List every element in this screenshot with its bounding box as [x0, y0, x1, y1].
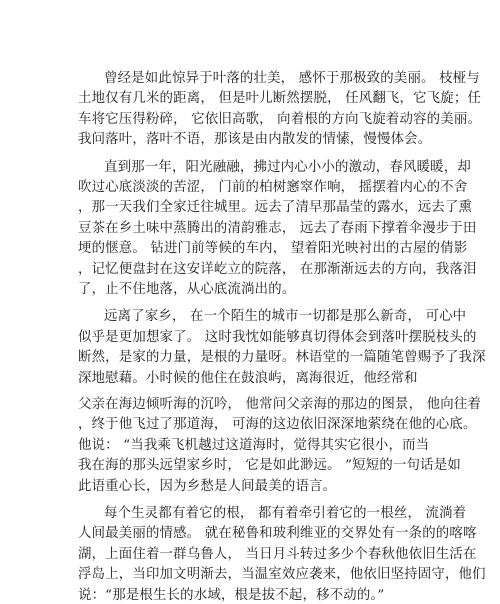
text-line: 豆茶在乡土味中蒸腾出的清韵雅志， 远去了春雨下撑着伞漫步于田 [78, 220, 477, 236]
text-line: 似乎是更加想家了。 这时我忱如能够真切得体会到落叶摆脱枝头的 [78, 329, 477, 345]
text-line: 人间最美丽的情感。 就在秘鲁和玻利维亚的交界处有一条的的喀喀 [78, 526, 477, 542]
text-line: 土地仅有几米的距离， 但是叶儿断然摆脱， 任风翻飞，它飞旋；任 [78, 91, 482, 107]
text-line: 父亲在海边倾听海的沉吟， 他常问父亲海的那边的图景， 他向往着 [78, 397, 482, 412]
text-line: 埂的惬意。 钻进门前等候的车内， 望着阳光映衬出的古屋的倩影 [78, 241, 468, 257]
text-line: 我问落叶，落叶不语，那该是由内散发的情愫，慢慢体会。 [78, 132, 432, 148]
text-line: 我在海的那头远望家乡时， 它是如此渺远。 ”短短的一句话是如 [78, 458, 461, 474]
text-line: 曾经是如此惊异于叶落的壮美， 感怀于那极致的美丽。 枝桠与 [104, 71, 480, 86]
text-line: 车将它压得粉碎， 它依旧高歌， 向着根的方向飞旋着动容的美丽。 [78, 111, 482, 127]
text-line: 远离了家乡， 在一个陌生的城市一切都是那么新奇， 可心中 [104, 309, 467, 325]
text-line: 吹过心底淡淡的苦涩， 门前的柏树窸窣作响， 摇摆着内心的不舍 [78, 180, 468, 195]
text-line: 了，止不住地落，从心底流淌出的。 [78, 282, 296, 297]
text-line: 直到那一年，阳光融融，拂过内心小小的激动，春风暖暖，却 [104, 159, 471, 175]
text-line: 断然，是家的力量，是根的力量呀。林语堂的一篇随笔曾赐予了我深 [78, 350, 486, 366]
text-line: 浮岛上，当印加文明渐去，当温室效应袭来，他依旧坚持固守，他们 [78, 567, 486, 583]
text-line: 每个生灵都有着它的根， 都有着牵引着它的一根丝， 流淌着 [104, 506, 467, 521]
text-line: 说：“那是根生长的水域，根是拔不起，移不动的。” [78, 587, 385, 603]
text-line: 深地慰藉。小时候的他住在鼓浪屿，离海很近，他经常和 [78, 370, 418, 386]
text-line: 湖，上面住着一群乌鲁人， 当日月斗转过多少个春秋他依旧生活在 [78, 546, 477, 562]
text-line: ，记忆便盘封在这安详屹立的院落， 在那渐渐远去的方向，我落泪 [78, 261, 477, 277]
text-line: ，终于他飞过了那道海， 可海的这边依旧深深地萦绕在他的心底。 [78, 417, 477, 433]
text-line: 他说： “当我乘飞机越过这道海时，觉得其实它很小，而当 [78, 437, 430, 453]
text-line: 此语重心长，因为乡愁是人间最美的语言。 [78, 478, 337, 494]
text-line: ，那一天我们全家迁往城里。远去了清早那晶莹的露水，远去了熏 [78, 200, 473, 216]
